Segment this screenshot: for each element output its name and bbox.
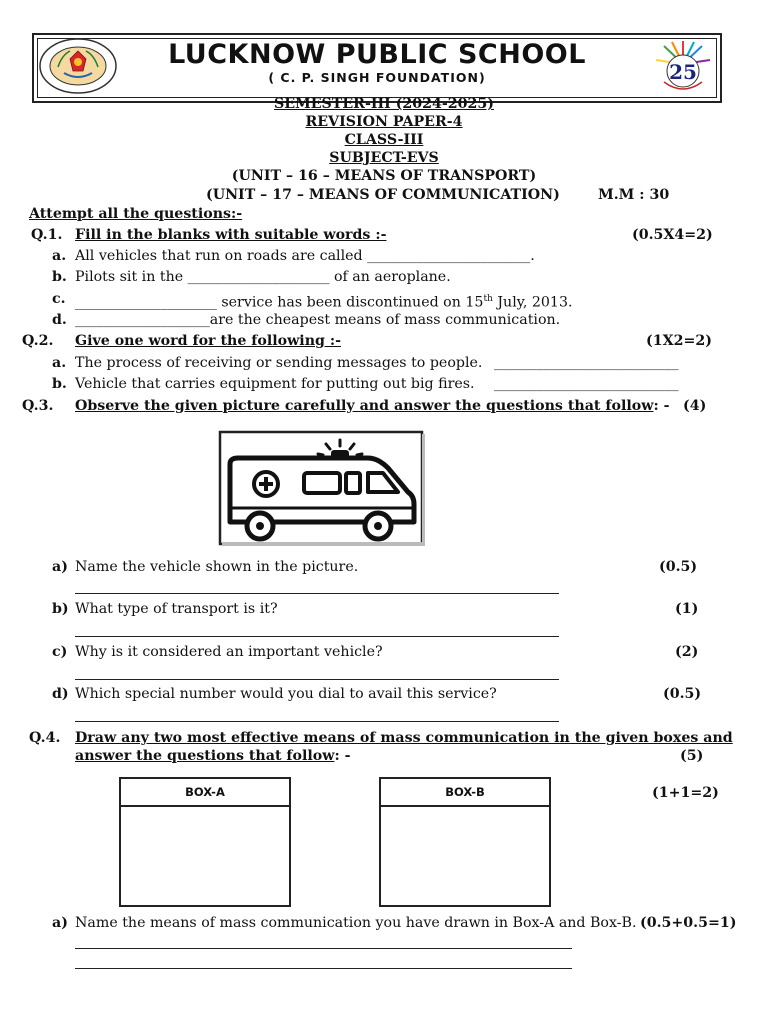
q3-title <box>75 397 670 415</box>
unit-16-title: (UNIT – 16 – MEANS OF TRANSPORT) <box>231 168 537 184</box>
q2-item-label: a. <box>52 355 67 371</box>
box-b-drawing-area[interactable] <box>379 777 551 907</box>
instruction: Attempt all the questions:- <box>29 206 243 222</box>
answer-line[interactable] <box>75 636 559 637</box>
q4-item-marks: (0.5+0.5=1) <box>640 915 737 931</box>
q4-title-line2 <box>75 747 351 765</box>
q3-item-text: Name the vehicle shown in the picture. <box>75 559 359 575</box>
q1-marks: (0.5X4=2) <box>632 227 713 243</box>
paper-title: REVISION PAPER-4 <box>305 114 463 130</box>
q3-item-label: c) <box>52 644 68 660</box>
class-title: CLASS-III <box>344 132 424 148</box>
box-b-label: BOX-B <box>381 779 549 807</box>
q4-number: Q.4. <box>29 730 61 746</box>
q3-item-marks: (2) <box>675 644 699 660</box>
q3-item-marks: (0.5) <box>659 559 698 575</box>
q2-title: Give one word for the following :- <box>75 333 341 349</box>
semester-title: SEMESTER-III (2024-2025) <box>273 96 494 112</box>
unit-17-title: (UNIT – 17 – MEANS OF COMMUNICATION) <box>206 187 560 203</box>
q1-item-label: d. <box>52 312 67 328</box>
answer-line[interactable] <box>75 679 559 680</box>
q3-item-text: Why is it considered an important vehicle? <box>75 644 383 660</box>
q4-title-line1: Draw any two most effective means of mass communication in the given boxes and <box>75 730 733 746</box>
q1-item-text: ___________________are the cheapest means of mass communication. <box>75 312 561 328</box>
q1-item-label: a. <box>52 248 67 264</box>
q1-number: Q.1. <box>31 227 63 243</box>
q2-item-label: b. <box>52 376 67 392</box>
q3-title-text: Observe the given picture carefully and answer the questions that follow <box>75 398 654 414</box>
q2-number: Q.2. <box>22 333 54 349</box>
answer-line[interactable] <box>75 721 559 722</box>
q1-item-text: Pilots sit in the ____________________ of an aeroplane. <box>75 269 451 285</box>
subject-title: SUBJECT-EVS <box>329 150 439 166</box>
box-marks: (1+1=2) <box>652 785 719 801</box>
school-name: LUCKNOW PUBLIC SCHOOL <box>168 39 586 70</box>
q3-item-text: Which special number would you dial to avail this service? <box>75 686 497 702</box>
q3-item-marks: (0.5) <box>663 686 702 702</box>
q3-title-suffix: : - <box>653 398 670 414</box>
twenty-five-years-emblem <box>652 38 714 94</box>
answer-line[interactable] <box>75 948 572 949</box>
box-a-drawing-area[interactable] <box>119 777 291 907</box>
q3-item-marks: (1) <box>675 601 699 617</box>
q1-item-label: b. <box>52 269 67 285</box>
foundation-name: ( C. P. SINGH FOUNDATION) <box>268 70 486 85</box>
answer-line[interactable] <box>75 593 559 594</box>
q3-marks: (4) <box>683 398 707 414</box>
q1-item-text <box>75 290 573 312</box>
q3-number: Q.3. <box>22 398 54 414</box>
q1-item-text: All vehicles that run on roads are called _______________________. <box>75 248 535 264</box>
q4-marks: (5) <box>680 748 704 764</box>
q1-title: Fill in the blanks with suitable words :- <box>75 227 387 243</box>
q4-title-suffix: : - <box>334 748 351 764</box>
q3-item-label: d) <box>52 686 69 702</box>
q2-marks: (1X2=2) <box>646 333 712 349</box>
q4-title-line2-text: answer the questions that follow <box>75 748 335 764</box>
q2-answer-blank[interactable]: __________________________ <box>494 376 679 392</box>
q3-item-label: b) <box>52 601 69 617</box>
q2-item-text: The process of receiving or sending messages to people. <box>75 355 483 371</box>
answer-line[interactable] <box>75 968 572 969</box>
max-marks: M.M : 30 <box>598 187 670 203</box>
q1-item-label: c. <box>52 291 66 307</box>
q4-item-label: a) <box>52 915 68 931</box>
q3-item-label: a) <box>52 559 68 575</box>
ambulance-picture <box>218 430 426 548</box>
q1-item-text-before: ____________________ service has been discontinued on 15 <box>75 294 484 311</box>
q2-answer-blank[interactable]: __________________________ <box>494 355 679 371</box>
q3-item-text: What type of transport is it? <box>75 601 278 617</box>
school-header <box>32 33 722 103</box>
box-a-label: BOX-A <box>121 779 289 807</box>
q1-item-superscript: th <box>483 294 493 304</box>
q2-item-text: Vehicle that carries equipment for putting out big fires. <box>75 376 475 392</box>
q4-item-text: Name the means of mass communication you have drawn in Box-A and Box-B. <box>75 915 637 931</box>
q1-item-text-after: July, 2013. <box>492 294 573 311</box>
emblem-number: 25 <box>669 60 697 84</box>
